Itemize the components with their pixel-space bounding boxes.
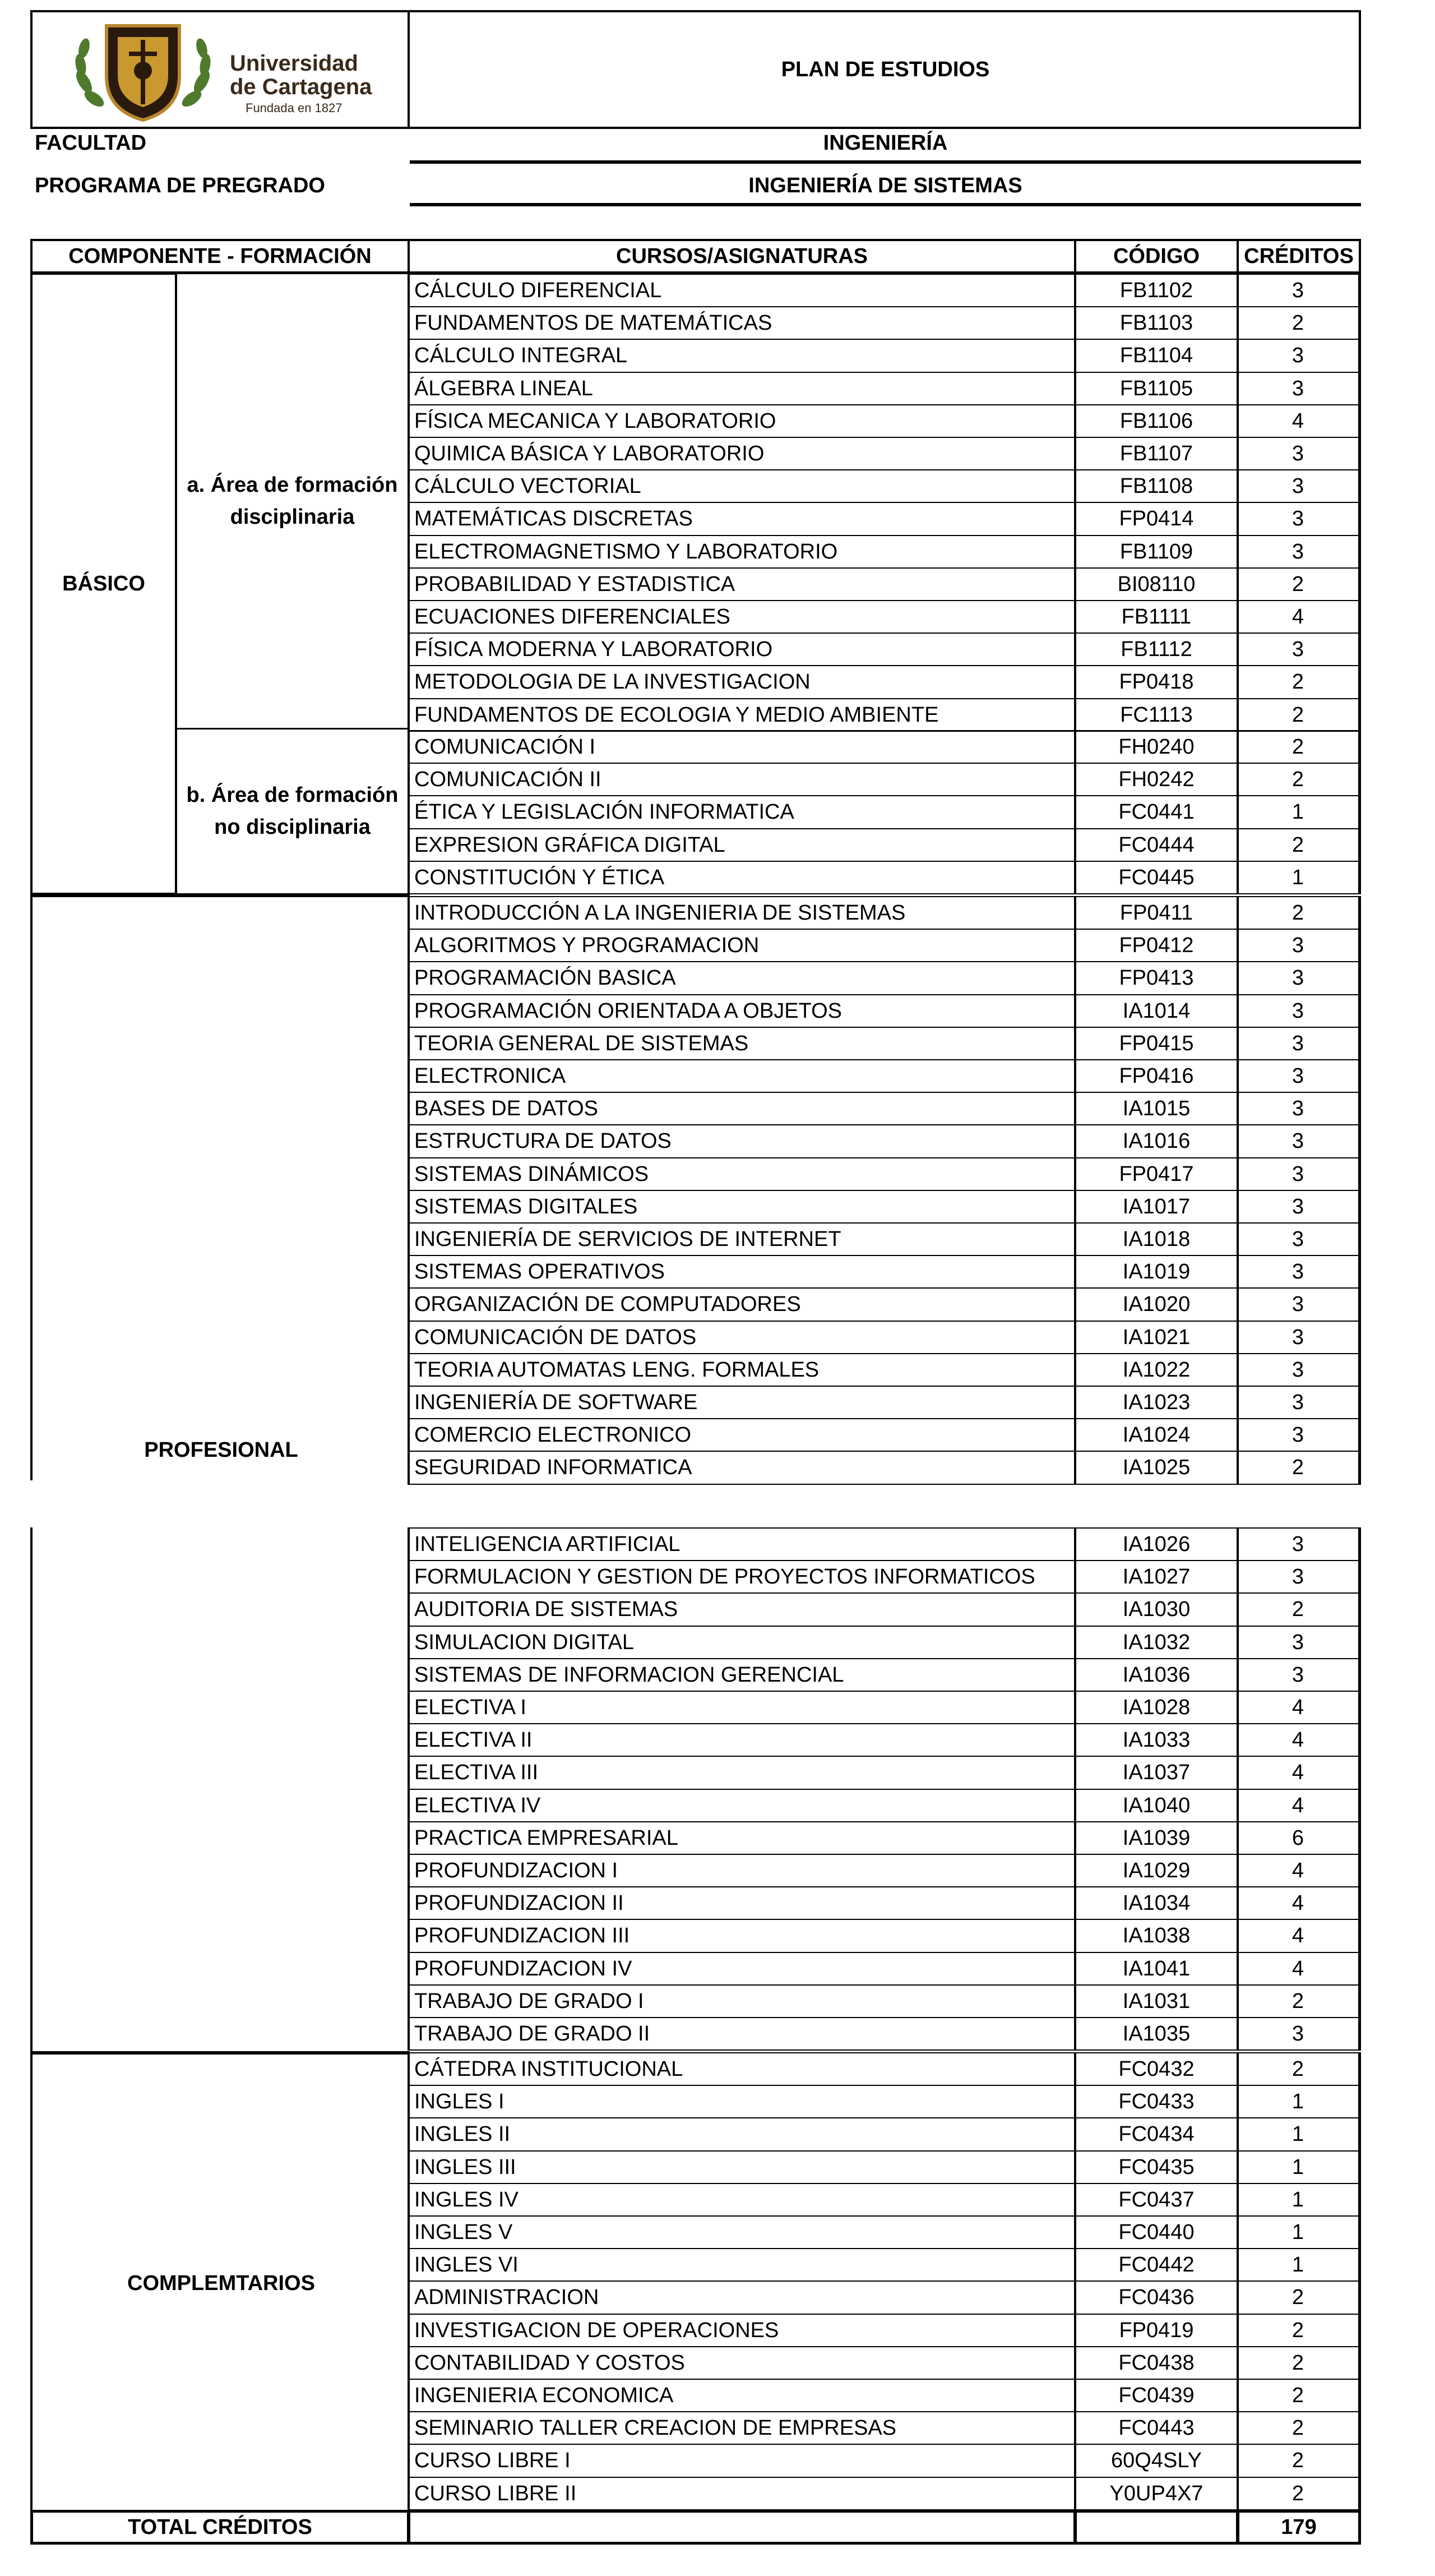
course-name: CONSTITUCIÓN Y ÉTICA: [408, 861, 1076, 894]
course-credits: 4: [1237, 1691, 1361, 1724]
course-credits: 2: [1237, 2444, 1361, 2477]
course-code: FP0418: [1074, 665, 1239, 699]
course-name: FORMULACION Y GESTION DE PROYECTOS INFORMATICOS: [408, 1560, 1076, 1594]
course-code: IA1037: [1074, 1756, 1239, 1789]
course-code: FP0411: [1074, 896, 1239, 930]
course-code: FB1112: [1074, 633, 1239, 666]
component-complementary-label: COMPLEMTARIOS: [127, 2271, 315, 2295]
course-name: ALGORITMOS Y PROGRAMACION: [408, 929, 1076, 962]
course-code: FB1106: [1074, 404, 1239, 438]
course-credits: 4: [1237, 1756, 1361, 1789]
course-code: IA1016: [1074, 1124, 1239, 1158]
area-b-label-2: no disciplinaria: [214, 815, 371, 839]
course-credits: 2: [1237, 763, 1361, 796]
course-credits: 2: [1237, 828, 1361, 862]
course-credits: 3: [1237, 1386, 1361, 1419]
course-name: PROFUNDIZACION II: [408, 1886, 1076, 1920]
course-credits: 4: [1237, 1952, 1361, 1986]
course-credits: 6: [1237, 1821, 1361, 1855]
course-name: INGLES III: [408, 2150, 1076, 2184]
course-name: COMERCIO ELECTRONICO: [408, 1418, 1076, 1452]
course-credits: 3: [1237, 1222, 1361, 1256]
course-code: FB1108: [1074, 469, 1239, 503]
course-name: ELECTRONICA: [408, 1059, 1076, 1093]
course-credits: 3: [1237, 535, 1361, 569]
course-credits: 3: [1237, 274, 1361, 307]
course-name: QUIMICA BÁSICA Y LABORATORIO: [408, 437, 1076, 470]
course-credits: 1: [1237, 2085, 1361, 2118]
course-credits: 2: [1237, 665, 1361, 699]
course-name: EXPRESION GRÁFICA DIGITAL: [408, 828, 1076, 862]
course-credits: 3: [1237, 1059, 1361, 1093]
course-name: CÁLCULO VECTORIAL: [408, 469, 1076, 503]
course-code: FC0435: [1074, 2150, 1239, 2184]
course-credits: 1: [1237, 2248, 1361, 2282]
course-credits: 2: [1237, 2052, 1361, 2086]
university-name-line1: Universidad: [230, 51, 358, 76]
course-code: IA1033: [1074, 1723, 1239, 1757]
course-credits: 3: [1237, 961, 1361, 995]
course-credits: 2: [1237, 2314, 1361, 2347]
course-credits: 3: [1237, 1092, 1361, 1125]
program-label: PROGRAMA DE PREGRADO: [35, 174, 325, 197]
course-code: FC0441: [1074, 795, 1239, 829]
area-a-label-1: a. Área de formación: [187, 473, 398, 497]
course-credits: 3: [1237, 929, 1361, 962]
column-header-code: CÓDIGO: [1074, 239, 1239, 274]
course-code: BI08110: [1074, 567, 1239, 601]
course-code: FC0443: [1074, 2411, 1239, 2445]
course-code: FP0415: [1074, 1027, 1239, 1060]
course-name: PROFUNDIZACION III: [408, 1919, 1076, 1952]
course-code: FC0442: [1074, 2248, 1239, 2282]
course-credits: 2: [1237, 2280, 1361, 2314]
course-name: INGLES VI: [408, 2248, 1076, 2282]
course-name: ORGANIZACIÓN DE COMPUTADORES: [408, 1287, 1076, 1321]
course-credits: 3: [1237, 1255, 1361, 1289]
course-credits: 2: [1237, 1984, 1361, 2018]
course-code: IA1030: [1074, 1592, 1239, 1626]
course-name: FUNDAMENTOS DE ECOLOGIA Y MEDIO AMBIENTE: [408, 698, 1076, 732]
course-code: FP0417: [1074, 1157, 1239, 1191]
course-code: FH0240: [1074, 730, 1239, 764]
course-name: INVESTIGACION DE OPERACIONES: [408, 2314, 1076, 2347]
course-credits: 2: [1237, 567, 1361, 601]
total-credits-value: 179: [1281, 2515, 1317, 2539]
course-name: COMUNICACIÓN I: [408, 730, 1076, 764]
course-credits: 4: [1237, 1886, 1361, 1920]
course-code: IA1024: [1074, 1418, 1239, 1452]
course-code: IA1032: [1074, 1626, 1239, 1659]
course-code: IA1021: [1074, 1321, 1239, 1354]
course-credits: 1: [1237, 2215, 1361, 2249]
course-credits: 3: [1237, 1527, 1361, 1561]
course-name: TEORIA GENERAL DE SISTEMAS: [408, 1027, 1076, 1060]
course-code: IA1018: [1074, 1222, 1239, 1256]
course-code: 60Q4SLY: [1074, 2444, 1239, 2477]
course-code: FC0437: [1074, 2183, 1239, 2217]
course-code: IA1031: [1074, 1984, 1239, 2018]
course-name: CONTABILIDAD Y COSTOS: [408, 2346, 1076, 2380]
course-credits: 2: [1237, 2411, 1361, 2445]
course-code: FP0414: [1074, 502, 1239, 535]
course-credits: 2: [1237, 2346, 1361, 2380]
course-credits: 3: [1237, 2017, 1361, 2051]
course-credits: 4: [1237, 1854, 1361, 1887]
course-code: FB1104: [1074, 339, 1239, 372]
area-b-label-1: b. Área de formación: [186, 783, 399, 807]
course-code: IA1029: [1074, 1854, 1239, 1887]
course-code: IA1027: [1074, 1560, 1239, 1594]
course-name: FÍSICA MECANICA Y LABORATORIO: [408, 404, 1076, 438]
course-name: SEMINARIO TALLER CREACION DE EMPRESAS: [408, 2411, 1076, 2445]
course-name: ADMINISTRACION: [408, 2280, 1076, 2314]
course-code: IA1034: [1074, 1886, 1239, 1920]
course-code: IA1041: [1074, 1952, 1239, 1986]
course-name: INGENIERÍA DE SOFTWARE: [408, 1386, 1076, 1419]
course-name: FÍSICA MODERNA Y LABORATORIO: [408, 633, 1076, 666]
area-b: [175, 728, 410, 895]
column-header-course: CURSOS/ASIGNATURAS: [408, 239, 1076, 274]
column-header-credits: CRÉDITOS: [1237, 239, 1361, 274]
course-name: PROFUNDIZACION I: [408, 1854, 1076, 1887]
course-name: AUDITORIA DE SISTEMAS: [408, 1592, 1076, 1626]
course-code: IA1022: [1074, 1353, 1239, 1387]
course-name: INTRODUCCIÓN A LA INGENIERIA DE SISTEMAS: [408, 896, 1076, 930]
course-name: ECUACIONES DIFERENCIALES: [408, 600, 1076, 634]
course-name: PROGRAMACIÓN ORIENTADA A OBJETOS: [408, 994, 1076, 1028]
course-credits: 3: [1237, 1321, 1361, 1354]
course-credits: 3: [1237, 1124, 1361, 1158]
course-name: ELECTIVA IV: [408, 1789, 1076, 1822]
course-code: IA1036: [1074, 1658, 1239, 1692]
course-name: PRACTICA EMPRESARIAL: [408, 1821, 1076, 1855]
column-header-component: COMPONENTE - FORMACIÓN: [30, 239, 410, 274]
course-credits: 3: [1237, 633, 1361, 666]
course-code: FC0432: [1074, 2052, 1239, 2086]
course-code: IA1026: [1074, 1527, 1239, 1561]
faculty-label: FACULTAD: [35, 131, 147, 155]
course-code: FP0419: [1074, 2314, 1239, 2347]
course-code: FB1105: [1074, 372, 1239, 405]
course-name: SISTEMAS DINÁMICOS: [408, 1157, 1076, 1191]
course-credits: 4: [1237, 600, 1361, 634]
course-code: FP0413: [1074, 961, 1239, 995]
course-credits: 3: [1237, 437, 1361, 470]
course-credits: 3: [1237, 502, 1361, 535]
course-code: FC0439: [1074, 2379, 1239, 2412]
course-credits: 1: [1237, 2183, 1361, 2217]
course-code: FC1113: [1074, 698, 1239, 732]
course-credits: 3: [1237, 1658, 1361, 1692]
course-code: IA1017: [1074, 1190, 1239, 1224]
course-code: IA1019: [1074, 1255, 1239, 1289]
component-basic: [30, 273, 177, 895]
course-name: ESTRUCTURA DE DATOS: [408, 1124, 1076, 1158]
course-credits: 3: [1237, 1560, 1361, 1594]
course-name: CÁLCULO INTEGRAL: [408, 339, 1076, 372]
course-code: FB1109: [1074, 535, 1239, 569]
university-logo: [67, 15, 381, 124]
course-credits: 3: [1237, 1287, 1361, 1321]
course-credits: 3: [1237, 339, 1361, 372]
shield-icon: [107, 26, 179, 120]
course-code: FB1111: [1074, 600, 1239, 634]
course-name: INGLES II: [408, 2117, 1076, 2151]
course-name: MATEMÁTICAS DISCRETAS: [408, 502, 1076, 535]
course-name: COMUNICACIÓN II: [408, 763, 1076, 796]
course-code: FB1103: [1074, 306, 1239, 340]
course-credits: 3: [1237, 994, 1361, 1028]
course-credits: 3: [1237, 1418, 1361, 1452]
page-title: PLAN DE ESTUDIOS: [781, 57, 990, 81]
course-name: ELECTIVA III: [408, 1756, 1076, 1789]
course-credits: 3: [1237, 469, 1361, 503]
course-code: FB1107: [1074, 437, 1239, 470]
course-name: SISTEMAS DE INFORMACION GERENCIAL: [408, 1658, 1076, 1692]
total-label: TOTAL CRÉDITOS: [128, 2515, 312, 2539]
course-name: INGENIERÍA DE SERVICIOS DE INTERNET: [408, 1222, 1076, 1256]
course-code: FC0445: [1074, 861, 1239, 894]
course-code: IA1014: [1074, 994, 1239, 1028]
course-code: IA1040: [1074, 1789, 1239, 1822]
course-name: INTELIGENCIA ARTIFICIAL: [408, 1527, 1076, 1561]
course-name: ÉTICA Y LEGISLACIÓN INFORMATICA: [408, 795, 1076, 829]
course-name: SIMULACION DIGITAL: [408, 1626, 1076, 1659]
course-credits: 2: [1237, 1451, 1361, 1484]
course-name: INGENIERIA ECONOMICA: [408, 2379, 1076, 2412]
course-credits: 3: [1237, 1190, 1361, 1224]
course-name: PROFUNDIZACION IV: [408, 1952, 1076, 1986]
total-empty-course: [408, 2510, 1076, 2545]
course-credits: 4: [1237, 404, 1361, 438]
faculty-value: INGENIERÍA: [410, 130, 1361, 164]
course-code: IA1020: [1074, 1287, 1239, 1321]
course-code: IA1035: [1074, 2017, 1239, 2051]
course-credits: 2: [1237, 730, 1361, 764]
program-value: INGENIERÍA DE SISTEMAS: [410, 173, 1361, 206]
course-name: CURSO LIBRE II: [408, 2477, 1076, 2510]
area-a: [175, 273, 410, 730]
course-code: FC0444: [1074, 828, 1239, 862]
course-credits: 1: [1237, 2117, 1361, 2151]
total-label-cell: [30, 2510, 410, 2545]
component-professional-label: PROFESIONAL: [144, 1438, 298, 1462]
course-name: FUNDAMENTOS DE MATEMÁTICAS: [408, 306, 1076, 340]
course-credits: 1: [1237, 861, 1361, 894]
course-name: SEGURIDAD INFORMATICA: [408, 1451, 1076, 1484]
course-name: TRABAJO DE GRADO I: [408, 1984, 1076, 2018]
course-name: PROGRAMACIÓN BASICA: [408, 961, 1076, 995]
course-credits: 1: [1237, 2150, 1361, 2184]
course-code: FB1102: [1074, 274, 1239, 307]
course-name: ELECTIVA I: [408, 1691, 1076, 1724]
course-name: PROBABILIDAD Y ESTADISTICA: [408, 567, 1076, 601]
course-code: IA1038: [1074, 1919, 1239, 1952]
course-name: BASES DE DATOS: [408, 1092, 1076, 1125]
course-code: IA1023: [1074, 1386, 1239, 1419]
course-name: ELECTIVA II: [408, 1723, 1076, 1757]
course-credits: 4: [1237, 1789, 1361, 1822]
course-code: FC0438: [1074, 2346, 1239, 2380]
component-complementary: [30, 2051, 410, 2512]
course-name: COMUNICACIÓN DE DATOS: [408, 1321, 1076, 1354]
course-name: INGLES I: [408, 2085, 1076, 2118]
course-code: Y0UP4X7: [1074, 2477, 1239, 2510]
course-credits: 4: [1237, 1919, 1361, 1952]
course-credits: 4: [1237, 1723, 1361, 1757]
component-basic-label: BÁSICO: [62, 571, 145, 595]
component-professional-part1: [30, 894, 410, 1480]
course-code: IA1025: [1074, 1451, 1239, 1484]
university-name-line2: de Cartagena: [230, 75, 372, 99]
course-name: TRABAJO DE GRADO II: [408, 2017, 1076, 2051]
course-credits: 2: [1237, 2477, 1361, 2510]
course-name: INGLES V: [408, 2215, 1076, 2249]
course-name: ELECTROMAGNETISMO Y LABORATORIO: [408, 535, 1076, 569]
course-credits: 3: [1237, 372, 1361, 405]
course-name: CÁTEDRA INSTITUCIONAL: [408, 2052, 1076, 2086]
course-credits: 2: [1237, 306, 1361, 340]
course-code: FH0242: [1074, 763, 1239, 796]
course-credits: 3: [1237, 1353, 1361, 1387]
total-credits-cell: [1237, 2510, 1361, 2545]
course-name: SISTEMAS OPERATIVOS: [408, 1255, 1076, 1289]
university-founded: Fundada en 1827: [246, 101, 342, 115]
course-code: IA1028: [1074, 1691, 1239, 1724]
course-code: IA1039: [1074, 1821, 1239, 1855]
course-name: CURSO LIBRE I: [408, 2444, 1076, 2477]
course-name: SISTEMAS DIGITALES: [408, 1190, 1076, 1224]
course-code: IA1015: [1074, 1092, 1239, 1125]
course-credits: 2: [1237, 1592, 1361, 1626]
course-name: CÁLCULO DIFERENCIAL: [408, 274, 1076, 307]
course-credits: 3: [1237, 1157, 1361, 1191]
course-code: FP0412: [1074, 929, 1239, 962]
course-name: INGLES IV: [408, 2183, 1076, 2217]
course-code: FC0433: [1074, 2085, 1239, 2118]
course-name: TEORIA AUTOMATAS LENG. FORMALES: [408, 1353, 1076, 1387]
total-empty-code: [1074, 2510, 1239, 2545]
course-name: ÁLGEBRA LINEAL: [408, 372, 1076, 405]
course-code: FP0416: [1074, 1059, 1239, 1093]
course-code: FC0434: [1074, 2117, 1239, 2151]
component-professional-part2: [30, 1527, 410, 2052]
course-credits: 3: [1237, 1626, 1361, 1659]
course-credits: 1: [1237, 795, 1361, 829]
course-name: METODOLOGIA DE LA INVESTIGACION: [408, 665, 1076, 699]
course-code: FC0440: [1074, 2215, 1239, 2249]
course-credits: 3: [1237, 1027, 1361, 1060]
course-credits: 2: [1237, 896, 1361, 930]
area-a-label-2: disciplinaria: [230, 505, 355, 529]
course-credits: 2: [1237, 2379, 1361, 2412]
course-code: FC0436: [1074, 2280, 1239, 2314]
course-credits: 2: [1237, 698, 1361, 732]
